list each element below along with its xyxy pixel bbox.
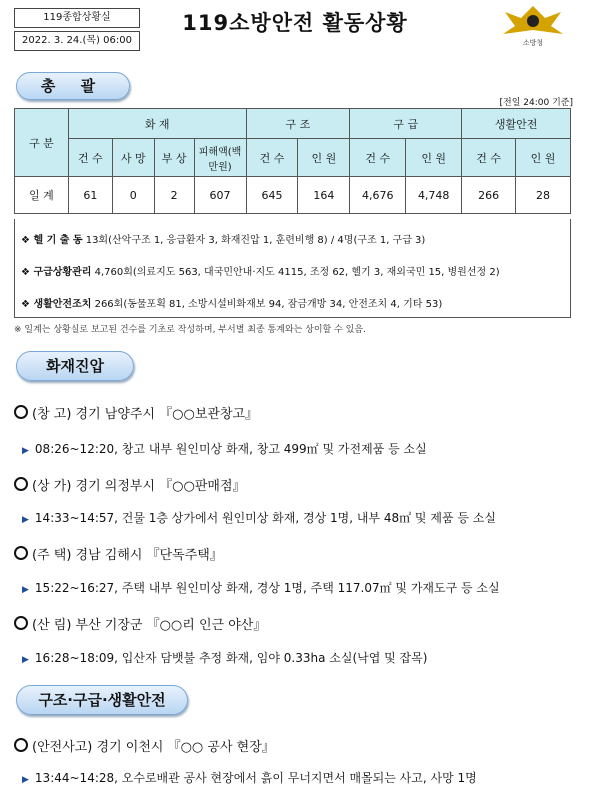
- group-ems: 구 급: [350, 109, 462, 139]
- fire-event-detail: ▶ 14:33~14:57, 건물 1층 상가에서 원인미상 화재, 경상 1명, 내부 48㎡ 및 제품 등 소실: [22, 511, 496, 525]
- group-rescue: 구 조: [246, 109, 350, 139]
- rescue-event-detail: ▶ 13:44~14:28, 오수로배관 공사 현장에서 흙이 무너지면서 매몰되는 사고, 사망 1명: [22, 771, 477, 785]
- summary-table: [14, 108, 571, 214]
- subhead: 인 원: [516, 139, 571, 177]
- cell-value: 607: [194, 177, 246, 214]
- circle-bullet-icon: [14, 616, 28, 630]
- subhead: 인 원: [298, 139, 350, 177]
- fire-event-detail: ▶ 16:28~18:09, 입산자 담뱃불 추정 화재, 임야 0.33ha 소실(낙엽 및 잡목): [22, 651, 428, 665]
- fire-event-title: (주 택) 경남 김해시 『단독주택』: [14, 544, 223, 563]
- rescue-event-title: (안전사고) 경기 이천시 『○○ 공사 현장』: [14, 736, 275, 755]
- cell-value: 2: [154, 177, 194, 214]
- summary-section-title: 총 괄: [16, 72, 130, 100]
- triangle-bullet-icon: ▶: [22, 585, 29, 595]
- fire-event-detail: ▶ 15:22~16:27, 주택 내부 원인미상 화재, 경상 1명, 주택 117.07㎡ 및 가재도구 등 소실: [22, 581, 500, 595]
- row-label: 일 계: [15, 177, 69, 214]
- footnote: ※ 일계는 상황실로 보고된 건수를 기초로 작성하며, 부서별 최종 통계와는 상이할 수 있음.: [14, 325, 366, 335]
- circle-bullet-icon: [14, 405, 28, 419]
- cell-value: 0: [112, 177, 154, 214]
- circle-bullet-icon: [14, 738, 28, 752]
- triangle-bullet-icon: ▶: [22, 655, 29, 665]
- triangle-bullet-icon: ▶: [22, 446, 29, 456]
- basis-time: [전일 24:00 기준]: [499, 98, 573, 108]
- fire-event-title: (산 림) 부산 기장군 『○○리 인근 야산』: [14, 614, 266, 633]
- rescue-section-title: 구조·구급·생활안전: [16, 685, 188, 715]
- note-helicopter: ❖ 헬 기 출 동 13회(산악구조 1, 응급환자 3, 화재진압 1, 훈련비행 8) / 4명(구조 1, 구급 3): [21, 235, 426, 246]
- fire-section-title: 화재진압: [16, 351, 134, 381]
- center-name: 119종합상황실: [14, 8, 140, 28]
- subhead: 피해액(백만원): [194, 139, 246, 177]
- table-row: [15, 177, 571, 214]
- agency-logo: [497, 4, 569, 48]
- subhead: 건 수: [462, 139, 516, 177]
- circle-bullet-icon: [14, 477, 28, 491]
- cell-value: 4,748: [406, 177, 462, 214]
- subhead: 건 수: [68, 139, 112, 177]
- triangle-bullet-icon: ▶: [22, 775, 29, 785]
- group-fire: 화 재: [68, 109, 246, 139]
- cell-value: 164: [298, 177, 350, 214]
- emblem-icon: [497, 4, 569, 48]
- fire-event-title: (창 고) 경기 남양주시 『○○보관창고』: [14, 403, 258, 422]
- cell-value: 28: [516, 177, 571, 214]
- report-date: 2022. 3. 24.(목) 06:00: [14, 31, 140, 51]
- fire-event-title: (상 가) 경기 의정부시 『○○판매점』: [14, 475, 246, 494]
- triangle-bullet-icon: ▶: [22, 515, 29, 525]
- circle-bullet-icon: [14, 546, 28, 560]
- note-life-safety: ❖ 생활안전조치 266회(동물포획 81, 소방시설비화재보 94, 잠금개방 34, 안전조치 4, 기타 53): [21, 299, 443, 310]
- group-life-safety: 생활안전: [462, 109, 571, 139]
- subhead: 인 원: [406, 139, 462, 177]
- subhead: 사 망: [112, 139, 154, 177]
- page-title: 119소방안전 활동상황: [182, 11, 408, 35]
- svg-text:소방청: 소방청: [522, 39, 544, 47]
- cell-value: 4,676: [350, 177, 406, 214]
- cell-value: 266: [462, 177, 516, 214]
- subhead: 건 수: [246, 139, 298, 177]
- subhead: 부 상: [154, 139, 194, 177]
- note-ems-management: ❖ 구급상황관리 4,760회(의료지도 563, 대국민안내‧지도 4115, 조정 62, 헬기 3, 재외국민 15, 병원선정 2): [21, 267, 500, 278]
- subhead: 건 수: [350, 139, 406, 177]
- category-header: 구 분: [15, 109, 69, 177]
- cell-value: 61: [68, 177, 112, 214]
- fire-event-detail: ▶ 08:26~12:20, 창고 내부 원인미상 화재, 창고 499㎡ 및 가전제품 등 소실: [22, 442, 427, 456]
- summary-notes: [14, 219, 571, 318]
- cell-value: 645: [246, 177, 298, 214]
